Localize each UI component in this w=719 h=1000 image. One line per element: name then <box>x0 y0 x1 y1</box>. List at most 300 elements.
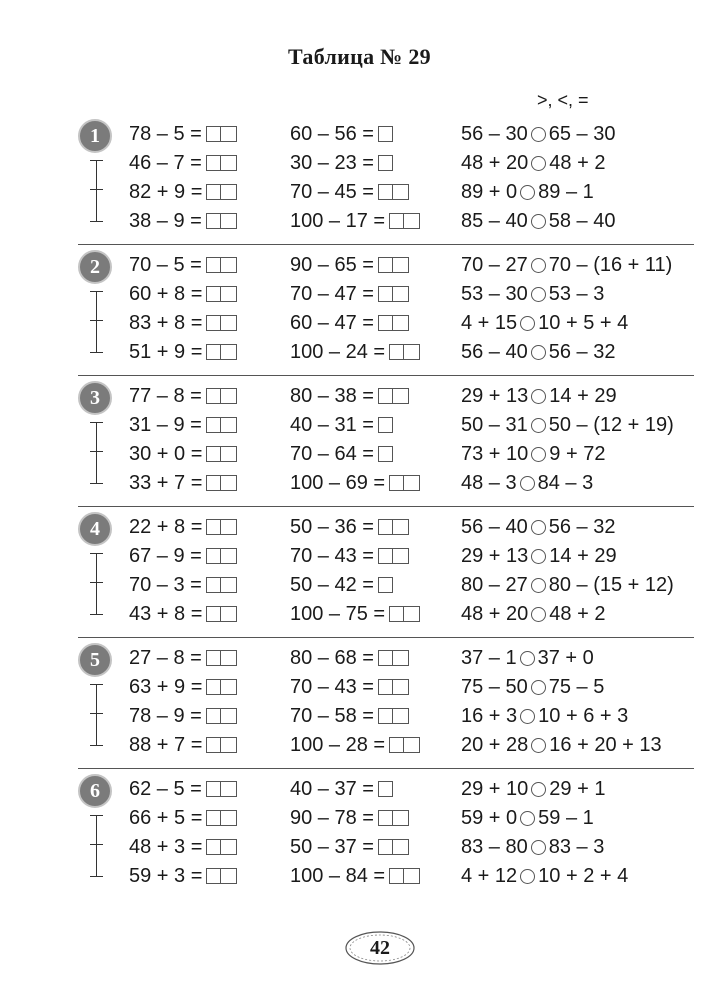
answer-box[interactable] <box>206 839 221 855</box>
bracket-line <box>96 291 97 353</box>
comparison-sign-circle[interactable] <box>531 782 546 797</box>
comparison-item <box>461 703 628 729</box>
comparison-left: 85 – 40 <box>461 210 528 232</box>
answer-box[interactable] <box>206 650 221 666</box>
answer-box[interactable] <box>378 126 393 142</box>
block-divider <box>78 506 694 507</box>
expression: 82 + 9 = <box>129 181 203 203</box>
comparison-item <box>461 514 615 540</box>
addition-subtraction-item <box>129 863 237 889</box>
answer-box[interactable] <box>393 257 409 273</box>
subtraction-item <box>290 281 409 307</box>
answer-boxes <box>378 417 393 433</box>
subtraction-item <box>290 121 393 147</box>
comparison-sign-circle[interactable] <box>520 869 535 884</box>
comparison-sign-circle[interactable] <box>520 651 535 666</box>
comparison-right: 56 – 32 <box>548 516 616 538</box>
answer-box[interactable] <box>221 839 237 855</box>
comparison-sign-circle[interactable] <box>531 214 546 229</box>
answer-box[interactable] <box>221 184 237 200</box>
addition-subtraction-item <box>129 252 237 278</box>
comparison-right: 58 – 40 <box>548 210 616 232</box>
expression: 77 – 8 = <box>129 385 202 407</box>
answer-box[interactable] <box>389 868 404 884</box>
answer-box[interactable] <box>221 257 237 273</box>
answer-box[interactable] <box>206 781 221 797</box>
addition-subtraction-item <box>129 150 237 176</box>
bracket-tick <box>90 422 103 423</box>
comparison-right: 14 + 29 <box>549 545 617 567</box>
addition-subtraction-item <box>129 572 237 598</box>
answer-box[interactable] <box>378 315 393 331</box>
answer-boxes <box>378 810 409 826</box>
answer-box[interactable] <box>221 737 237 753</box>
answer-box[interactable] <box>221 577 237 593</box>
comparison-right: 16 + 20 + 13 <box>549 734 662 756</box>
comparison-item <box>461 339 615 365</box>
answer-box[interactable] <box>393 548 409 564</box>
comparison-item <box>461 252 672 278</box>
subtraction-item <box>290 208 420 234</box>
answer-box[interactable] <box>393 286 409 302</box>
addition-subtraction-item <box>129 179 237 205</box>
block-divider <box>78 768 694 769</box>
bracket-tick <box>90 553 103 554</box>
comparison-sign-circle[interactable] <box>531 418 546 433</box>
addition-subtraction-item <box>129 805 237 831</box>
exercise-number: 6 <box>90 780 100 802</box>
expression: 90 – 78 = <box>290 807 374 829</box>
answer-box[interactable] <box>206 810 221 826</box>
answer-boxes <box>378 257 409 273</box>
exercise-number-badge <box>78 774 112 808</box>
answer-boxes <box>389 737 420 753</box>
answer-box[interactable] <box>206 519 221 535</box>
comparison-left: 4 + 12 <box>461 865 518 887</box>
comparison-sign-circle[interactable] <box>531 738 546 753</box>
bracket-tick <box>90 320 103 321</box>
comparison-right: 10 + 2 + 4 <box>538 865 629 887</box>
answer-box[interactable] <box>221 126 237 142</box>
answer-box[interactable] <box>393 388 409 404</box>
answer-box[interactable] <box>221 286 237 302</box>
comparison-right: 37 + 0 <box>537 647 594 669</box>
addition-subtraction-item <box>129 543 237 569</box>
expression: 70 – 45 = <box>290 181 374 203</box>
answer-box[interactable] <box>206 679 221 695</box>
bracket-tick <box>90 221 103 222</box>
subtraction-item <box>290 514 409 540</box>
answer-boxes <box>206 781 237 797</box>
answer-box[interactable] <box>378 519 393 535</box>
answer-box[interactable] <box>393 519 409 535</box>
answer-boxes <box>206 606 237 622</box>
answer-box[interactable] <box>378 155 393 171</box>
answer-box[interactable] <box>206 344 221 360</box>
answer-box[interactable] <box>404 213 420 229</box>
answer-box[interactable] <box>378 417 393 433</box>
comparison-item <box>461 805 594 831</box>
bracket-tick <box>90 160 103 161</box>
comparison-left: 4 + 15 <box>461 312 518 334</box>
answer-boxes <box>378 315 409 331</box>
addition-subtraction-item <box>129 383 237 409</box>
answer-boxes <box>206 868 237 884</box>
bracket-tick <box>90 483 103 484</box>
answer-boxes <box>206 257 237 273</box>
comparison-sign-circle[interactable] <box>531 345 546 360</box>
addition-subtraction-item <box>129 732 237 758</box>
expression: 83 + 8 = <box>129 312 203 334</box>
addition-subtraction-item <box>129 674 237 700</box>
subtraction-item <box>290 572 393 598</box>
answer-boxes <box>378 548 409 564</box>
answer-box[interactable] <box>206 184 221 200</box>
answer-boxes <box>206 446 237 462</box>
comparison-right: 56 – 32 <box>548 341 616 363</box>
answer-box[interactable] <box>206 737 221 753</box>
answer-box[interactable] <box>389 475 404 491</box>
addition-subtraction-item <box>129 281 237 307</box>
comparison-left: 48 – 3 <box>461 472 517 494</box>
answer-boxes <box>378 781 393 797</box>
comparison-left: 56 – 30 <box>461 123 528 145</box>
comparison-sign-circle[interactable] <box>531 520 546 535</box>
compare-signs-hint: >, <, = <box>537 90 589 110</box>
expression: 70 – 47 = <box>290 283 374 305</box>
comparison-right: 65 – 30 <box>548 123 616 145</box>
answer-box[interactable] <box>389 344 404 360</box>
subtraction-item <box>290 150 393 176</box>
answer-box[interactable] <box>393 184 409 200</box>
comparison-left: 56 – 40 <box>461 516 528 538</box>
addition-subtraction-item <box>129 470 237 496</box>
comparison-sign-circle[interactable] <box>531 287 546 302</box>
exercise-block-5 <box>0 641 719 771</box>
comparison-right: 59 – 1 <box>538 807 594 829</box>
answer-box[interactable] <box>378 650 393 666</box>
comparison-item <box>461 732 662 758</box>
answer-boxes <box>378 577 393 593</box>
comparison-left: 56 – 40 <box>461 341 528 363</box>
expression: 46 – 7 = <box>129 152 202 174</box>
comparison-sign-circle[interactable] <box>531 389 546 404</box>
comparison-right: 10 + 5 + 4 <box>538 312 629 334</box>
answer-box[interactable] <box>378 577 393 593</box>
answer-box[interactable] <box>378 839 393 855</box>
comparison-sign-circle[interactable] <box>520 709 535 724</box>
expression: 27 – 8 = <box>129 647 202 669</box>
addition-subtraction-item <box>129 834 237 860</box>
expression: 59 + 3 = <box>129 865 203 887</box>
exercise-number-badge <box>78 250 112 284</box>
expression: 50 – 42 = <box>290 574 374 596</box>
answer-box[interactable] <box>221 548 237 564</box>
comparison-right: 70 – (16 + 11) <box>548 254 673 276</box>
comparison-right: 29 + 1 <box>549 778 606 800</box>
page-number-badge <box>344 930 416 966</box>
comparison-item <box>461 383 617 409</box>
answer-box[interactable] <box>378 446 393 462</box>
answer-box[interactable] <box>206 446 221 462</box>
comparison-sign-circle[interactable] <box>531 549 546 564</box>
page-number: 42 <box>370 936 390 959</box>
answer-boxes <box>206 679 237 695</box>
answer-boxes <box>206 475 237 491</box>
answer-boxes <box>206 650 237 666</box>
answer-box[interactable] <box>221 475 237 491</box>
answer-box[interactable] <box>378 548 393 564</box>
answer-box[interactable] <box>221 344 237 360</box>
bracket-tick <box>90 189 103 190</box>
comparison-sign-circle[interactable] <box>531 447 546 462</box>
comparison-sign-circle[interactable] <box>531 578 546 593</box>
expression: 48 + 3 = <box>129 836 203 858</box>
block-divider <box>78 375 694 376</box>
addition-subtraction-item <box>129 412 237 438</box>
answer-box[interactable] <box>206 475 221 491</box>
comparison-left: 20 + 28 <box>461 734 529 756</box>
comparison-left: 75 – 50 <box>461 676 528 698</box>
expression: 63 + 9 = <box>129 676 203 698</box>
comparison-sign-circle[interactable] <box>531 680 546 695</box>
answer-boxes <box>378 708 409 724</box>
bracket-tick <box>90 844 103 845</box>
answer-box[interactable] <box>393 708 409 724</box>
bracket-tick <box>90 614 103 615</box>
comparison-sign-circle[interactable] <box>531 156 546 171</box>
expression: 70 – 43 = <box>290 676 374 698</box>
answer-box[interactable] <box>206 606 221 622</box>
comparison-sign-circle[interactable] <box>531 127 546 142</box>
answer-box[interactable] <box>378 286 393 302</box>
expression: 100 – 28 = <box>290 734 386 756</box>
bracket-tick <box>90 684 103 685</box>
answer-boxes <box>378 126 393 142</box>
answer-box[interactable] <box>221 650 237 666</box>
comparison-right: 83 – 3 <box>548 836 605 858</box>
expression: 100 – 84 = <box>290 865 386 887</box>
subtraction-item <box>290 441 393 467</box>
answer-boxes <box>389 344 420 360</box>
exercise-number: 4 <box>90 518 100 540</box>
bracket-tick <box>90 815 103 816</box>
bracket-tick <box>90 713 103 714</box>
addition-subtraction-item <box>129 601 237 627</box>
answer-box[interactable] <box>389 213 404 229</box>
subtraction-item <box>290 805 409 831</box>
expression: 30 – 23 = <box>290 152 374 174</box>
answer-box[interactable] <box>393 315 409 331</box>
answer-box[interactable] <box>221 315 237 331</box>
answer-box[interactable] <box>221 781 237 797</box>
expression: 80 – 68 = <box>290 647 374 669</box>
expression: 90 – 65 = <box>290 254 374 276</box>
addition-subtraction-item <box>129 339 237 365</box>
comparison-right: 10 + 6 + 3 <box>538 705 629 727</box>
answer-boxes <box>378 839 409 855</box>
answer-box[interactable] <box>206 315 221 331</box>
answer-box[interactable] <box>221 213 237 229</box>
expression: 88 + 7 = <box>129 734 203 756</box>
comparison-left: 48 + 20 <box>461 603 529 625</box>
answer-box[interactable] <box>221 679 237 695</box>
subtraction-item <box>290 252 409 278</box>
subtraction-item <box>290 470 420 496</box>
expression: 50 – 37 = <box>290 836 374 858</box>
comparison-sign-circle[interactable] <box>531 840 546 855</box>
comparison-right: 50 – (12 + 19) <box>548 414 674 436</box>
expression: 100 – 17 = <box>290 210 386 232</box>
comparison-item <box>461 441 605 467</box>
comparison-sign-circle[interactable] <box>520 316 535 331</box>
expression: 43 + 8 = <box>129 603 203 625</box>
answer-box[interactable] <box>221 810 237 826</box>
answer-box[interactable] <box>378 810 393 826</box>
answer-box[interactable] <box>221 708 237 724</box>
answer-box[interactable] <box>221 446 237 462</box>
exercise-block-4 <box>0 510 719 640</box>
answer-box[interactable] <box>221 417 237 433</box>
addition-subtraction-item <box>129 776 237 802</box>
comparison-sign-circle[interactable] <box>531 258 546 273</box>
answer-box[interactable] <box>378 388 393 404</box>
answer-box[interactable] <box>221 388 237 404</box>
comparison-left: 48 + 20 <box>461 152 529 174</box>
answer-boxes <box>206 737 237 753</box>
expression: 100 – 75 = <box>290 603 386 625</box>
answer-box[interactable] <box>404 475 420 491</box>
comparison-left: 53 – 30 <box>461 283 528 305</box>
expression: 70 – 58 = <box>290 705 374 727</box>
answer-boxes <box>389 606 420 622</box>
answer-box[interactable] <box>393 810 409 826</box>
comparison-left: 16 + 3 <box>461 705 518 727</box>
bracket-tick <box>90 352 103 353</box>
answer-boxes <box>206 184 237 200</box>
expression: 60 – 56 = <box>290 123 374 145</box>
answer-boxes <box>206 155 237 171</box>
subtraction-item <box>290 179 409 205</box>
answer-box[interactable] <box>393 679 409 695</box>
bracket-line <box>96 422 97 484</box>
answer-box[interactable] <box>378 781 393 797</box>
exercise-block-1 <box>0 117 719 247</box>
bracket-line <box>96 553 97 615</box>
addition-subtraction-item <box>129 121 237 147</box>
answer-box[interactable] <box>206 155 221 171</box>
answer-box[interactable] <box>206 868 221 884</box>
answer-boxes <box>378 519 409 535</box>
comparison-item <box>461 281 604 307</box>
addition-subtraction-item <box>129 514 237 540</box>
comparison-item <box>461 310 628 336</box>
answer-box[interactable] <box>393 839 409 855</box>
answer-boxes <box>206 839 237 855</box>
answer-boxes <box>378 388 409 404</box>
addition-subtraction-item <box>129 645 237 671</box>
answer-box[interactable] <box>378 708 393 724</box>
comparison-sign-circle[interactable] <box>520 185 535 200</box>
expression: 31 – 9 = <box>129 414 202 436</box>
answer-box[interactable] <box>404 868 420 884</box>
answer-boxes <box>378 679 409 695</box>
comparison-right: 48 + 2 <box>549 152 606 174</box>
expression: 70 – 64 = <box>290 443 374 465</box>
answer-box[interactable] <box>206 577 221 593</box>
answer-box[interactable] <box>206 548 221 564</box>
expression: 100 – 69 = <box>290 472 386 494</box>
answer-box[interactable] <box>206 286 221 302</box>
answer-box[interactable] <box>378 184 393 200</box>
answer-box[interactable] <box>221 155 237 171</box>
comparison-left: 59 + 0 <box>461 807 518 829</box>
comparison-left: 29 + 13 <box>461 385 529 407</box>
exercise-block-2 <box>0 248 719 378</box>
answer-box[interactable] <box>206 388 221 404</box>
answer-boxes <box>378 155 393 171</box>
answer-box[interactable] <box>378 679 393 695</box>
answer-box[interactable] <box>206 213 221 229</box>
comparison-item <box>461 645 594 671</box>
comparison-sign-circle[interactable] <box>531 607 546 622</box>
comparison-sign-circle[interactable] <box>520 476 535 491</box>
comparison-left: 83 – 80 <box>461 836 528 858</box>
bracket-tick <box>90 451 103 452</box>
answer-box[interactable] <box>206 708 221 724</box>
answer-box[interactable] <box>378 257 393 273</box>
comparison-left: 73 + 10 <box>461 443 529 465</box>
comparison-right: 80 – (15 + 12) <box>548 574 674 596</box>
block-divider <box>78 244 694 245</box>
answer-box[interactable] <box>389 606 404 622</box>
exercise-number-badge <box>78 119 112 153</box>
comparison-right: 48 + 2 <box>549 603 606 625</box>
expression: 67 – 9 = <box>129 545 202 567</box>
bracket-line <box>96 815 97 877</box>
answer-box[interactable] <box>221 519 237 535</box>
answer-box[interactable] <box>389 737 404 753</box>
answer-box[interactable] <box>393 650 409 666</box>
exercise-number-badge <box>78 512 112 546</box>
bracket-tick <box>90 291 103 292</box>
answer-box[interactable] <box>404 737 420 753</box>
subtraction-item <box>290 383 409 409</box>
exercise-number: 3 <box>90 387 100 409</box>
answer-box[interactable] <box>206 126 221 142</box>
comparison-item <box>461 470 593 496</box>
answer-box[interactable] <box>404 344 420 360</box>
expression: 60 – 47 = <box>290 312 374 334</box>
answer-box[interactable] <box>404 606 420 622</box>
expression: 30 + 0 = <box>129 443 203 465</box>
answer-box[interactable] <box>221 868 237 884</box>
answer-boxes <box>206 417 237 433</box>
answer-box[interactable] <box>206 417 221 433</box>
answer-boxes <box>206 388 237 404</box>
answer-box[interactable] <box>206 257 221 273</box>
expression: 33 + 7 = <box>129 472 203 494</box>
expression: 70 – 3 = <box>129 574 202 596</box>
answer-boxes <box>389 868 420 884</box>
comparison-sign-circle[interactable] <box>520 811 535 826</box>
comparison-left: 29 + 13 <box>461 545 529 567</box>
answer-boxes <box>378 650 409 666</box>
expression: 78 – 9 = <box>129 705 202 727</box>
answer-box[interactable] <box>221 606 237 622</box>
subtraction-item <box>290 834 409 860</box>
expression: 66 + 5 = <box>129 807 203 829</box>
